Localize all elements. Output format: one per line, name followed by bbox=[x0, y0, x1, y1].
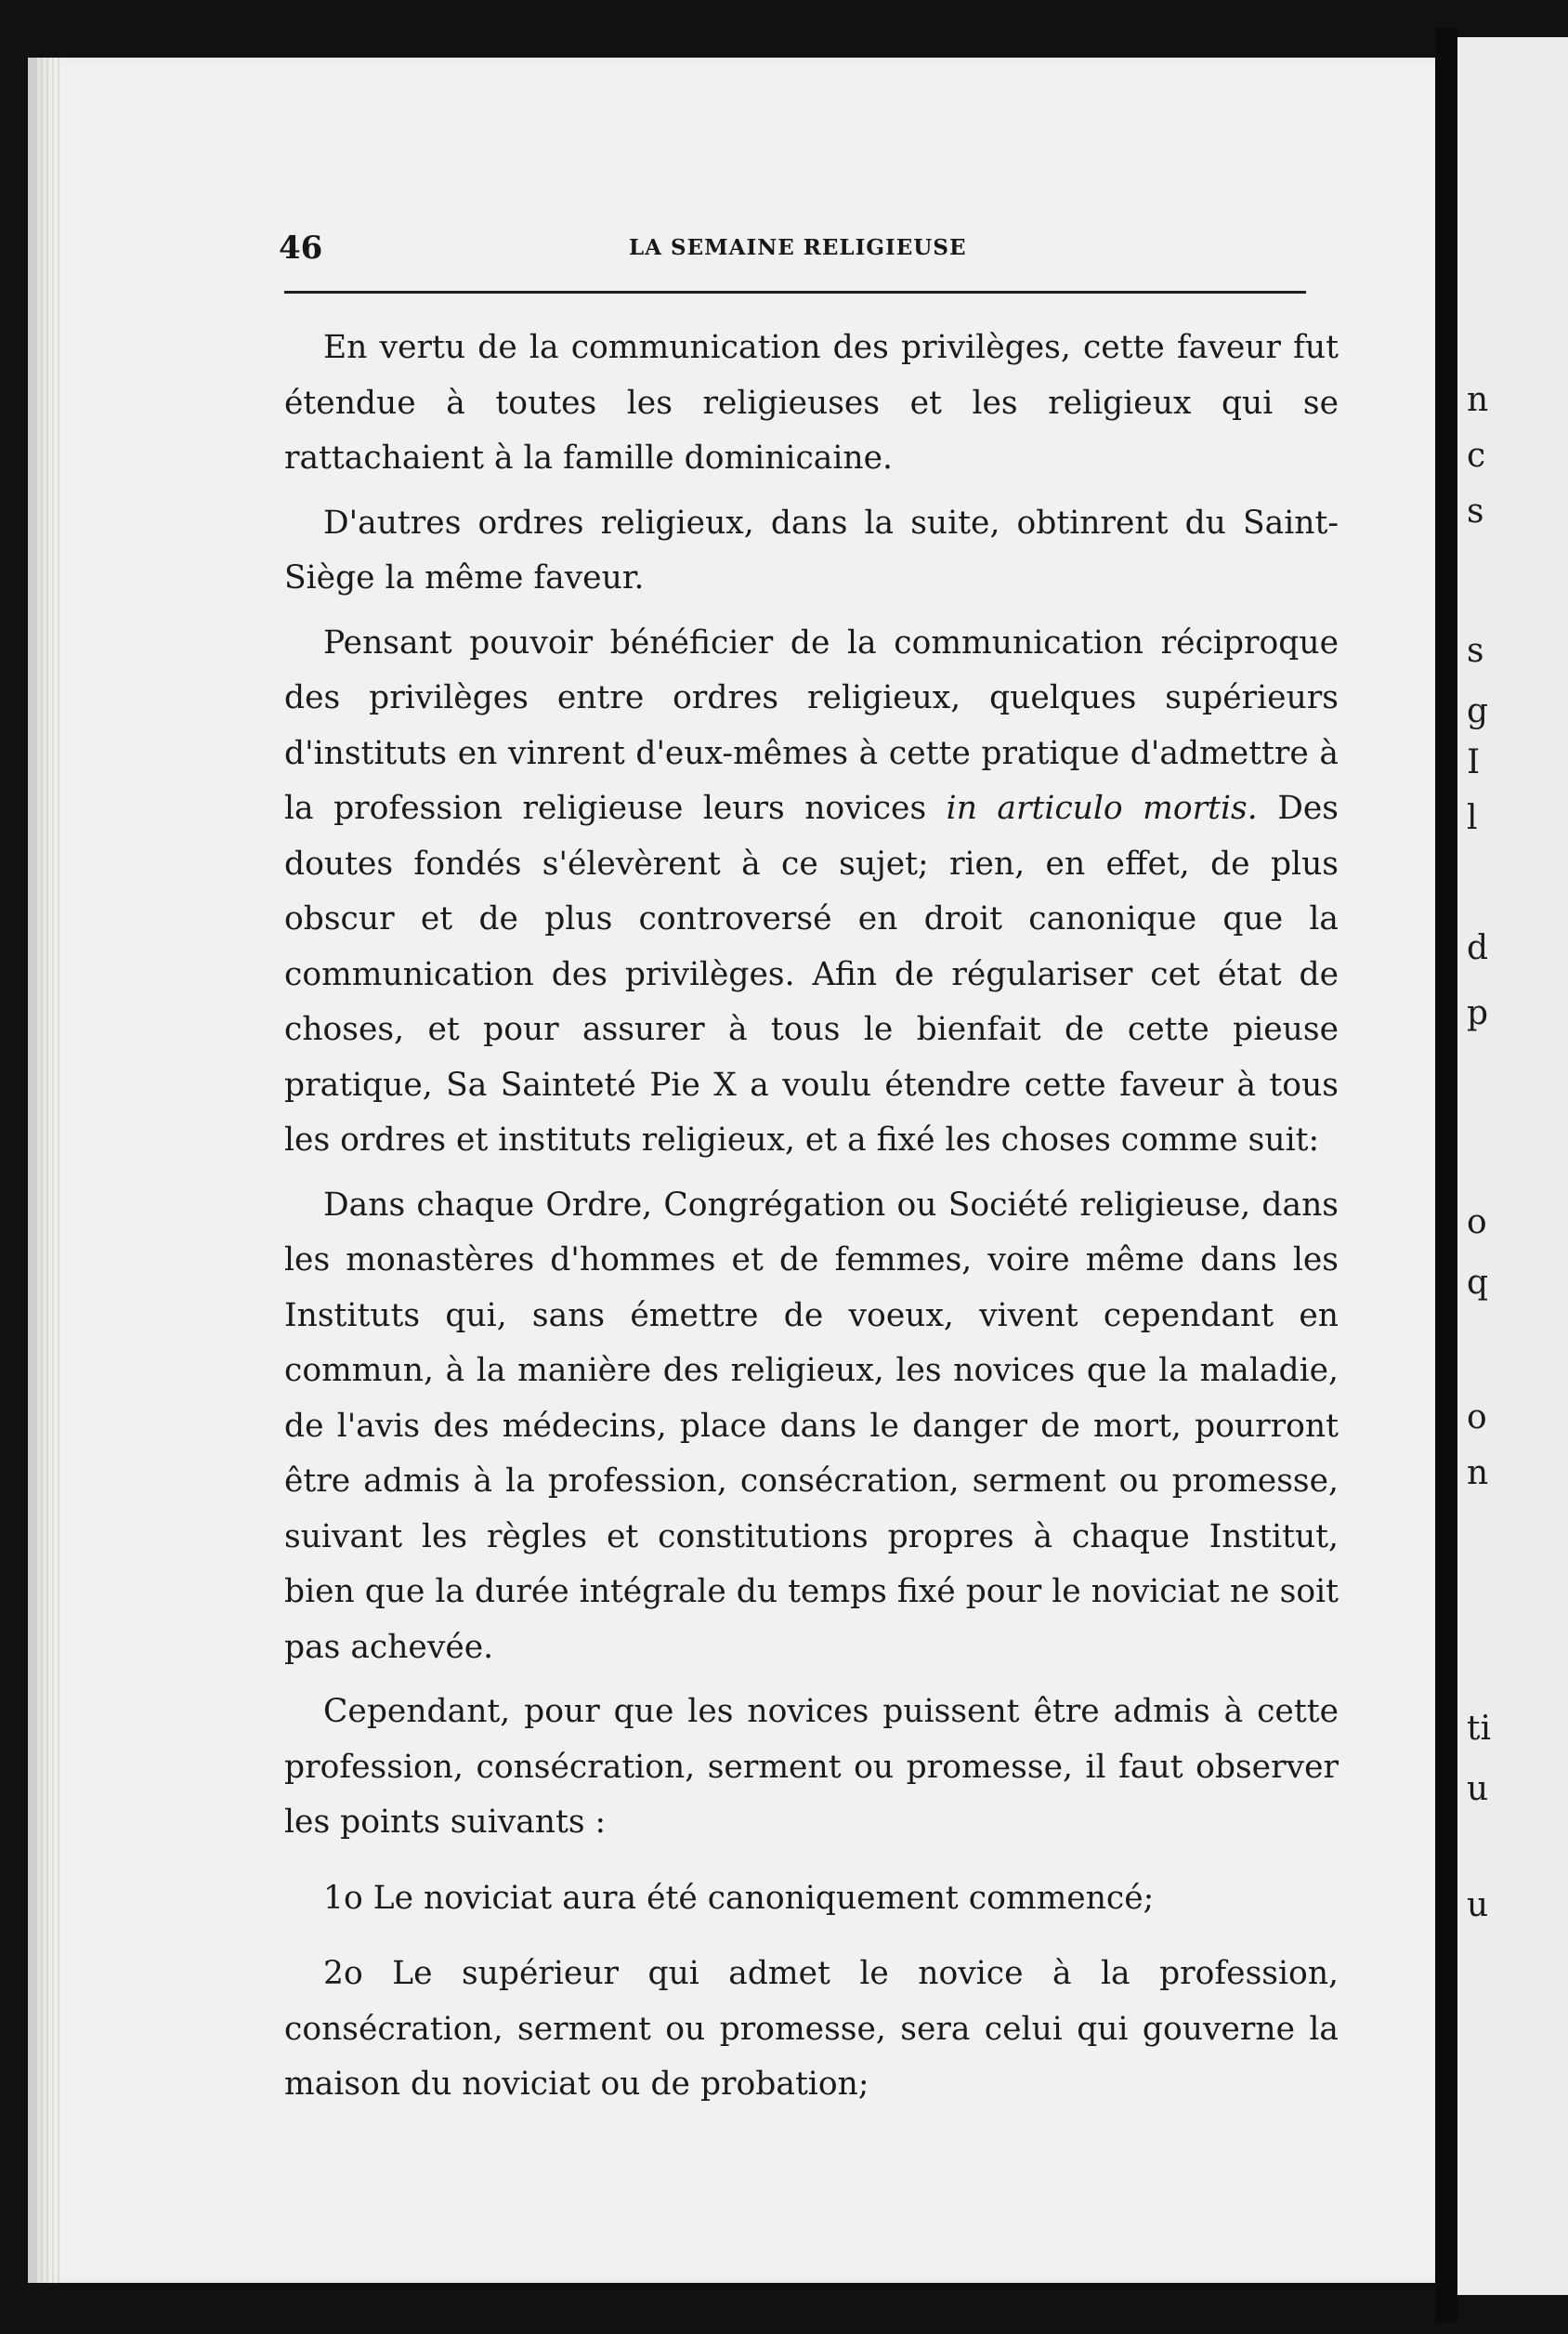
adjacent-fragment: d bbox=[1467, 929, 1489, 967]
adjacent-fragment: u bbox=[1467, 1770, 1489, 1808]
adjacent-fragment: g bbox=[1467, 692, 1489, 730]
italic-phrase: in articulo mortis. bbox=[946, 790, 1258, 827]
paragraph: Cependant, pour que les novices puissent être admis à cette profession, consécration, serment ou promesse, il faut observer les points suivants : bbox=[284, 1693, 1339, 1841]
header-rule bbox=[284, 291, 1306, 294]
paragraph: Dans chaque Ordre, Congrégation ou Société religieuse, dans les monastères d'hommes et de femmes, voire même dans les Instituts qui, sans émettre de voeux, vivent cependant en commun, à la manière des religieux, les novices que la maladie, de l'avis des médecins, place dans le danger de mort, pourront être admis à la profession, consécration, serment ou promesse, suivant les règles et constitutions propres à chaque Institut, bien que la durée intégrale du temps fixé pour le noviciat ne soit pas achevée. bbox=[284, 1186, 1339, 1666]
list-item: 2o Le supérieur qui admet le novice à la profession, consécration, serment ou promesse, sera celui qui gouverne la maison du noviciat ou de probation; bbox=[284, 1955, 1339, 2103]
adjacent-fragment: n bbox=[1467, 1454, 1489, 1492]
adjacent-fragment: l bbox=[1467, 799, 1478, 837]
paragraph: D'autres ordres religieux, dans la suite, obtinrent du Saint-Siège la même faveur. bbox=[284, 504, 1339, 597]
adjacent-page-edge bbox=[1457, 37, 1568, 2295]
adjacent-fragment: s bbox=[1467, 632, 1484, 670]
adjacent-fragment: o bbox=[1467, 1398, 1487, 1436]
adjacent-fragment: o bbox=[1467, 1203, 1487, 1241]
adjacent-fragment: s bbox=[1467, 492, 1484, 531]
running-title: LA SEMAINE RELIGIEUSE bbox=[629, 235, 967, 260]
page-number: 46 bbox=[279, 229, 323, 267]
page-header bbox=[243, 218, 1312, 293]
paragraph: En vertu de la communication des privilèges, cette faveur fut étendue à toutes les religieuses et les religieux qui se rattachaient à la famille dominicaine. bbox=[284, 329, 1339, 477]
adjacent-fragment: n bbox=[1467, 381, 1489, 419]
adjacent-fragment: q bbox=[1467, 1264, 1489, 1302]
adjacent-fragment: ti bbox=[1467, 1710, 1491, 1748]
adjacent-fragment: I bbox=[1467, 743, 1481, 781]
list-item: 1o Le noviciat aura été canoniquement commencé; bbox=[323, 1879, 1155, 1917]
adjacent-fragment: u bbox=[1467, 1886, 1489, 1924]
page-gutter bbox=[1435, 28, 1457, 2323]
page-body bbox=[284, 321, 1339, 2128]
adjacent-fragment: c bbox=[1467, 437, 1486, 475]
paragraph: Pensant pouvoir bénéficier de la communication réciproque des privilèges entre ordres religieux, quelques supérieurs d'instituts en vinrent d'eux-mêmes à cette pratique d'admettre à la profession religieuse leurs novices in articulo mortis. Des doutes fondés s'élevèrent à ce sujet; rien, en effet, de plus obscur et de plus controversé en droit canonique que la communication des privilèges. Afin de régulariser cet état de choses, et pour assurer à tous le bienfait de cette pieuse pratique, Sa Sainteté Pie X a voulu étendre cette faveur à tous les ordres et instituts religieux, et a fixé les choses comme suit: bbox=[284, 623, 1339, 1159]
adjacent-fragment: p bbox=[1467, 994, 1489, 1032]
